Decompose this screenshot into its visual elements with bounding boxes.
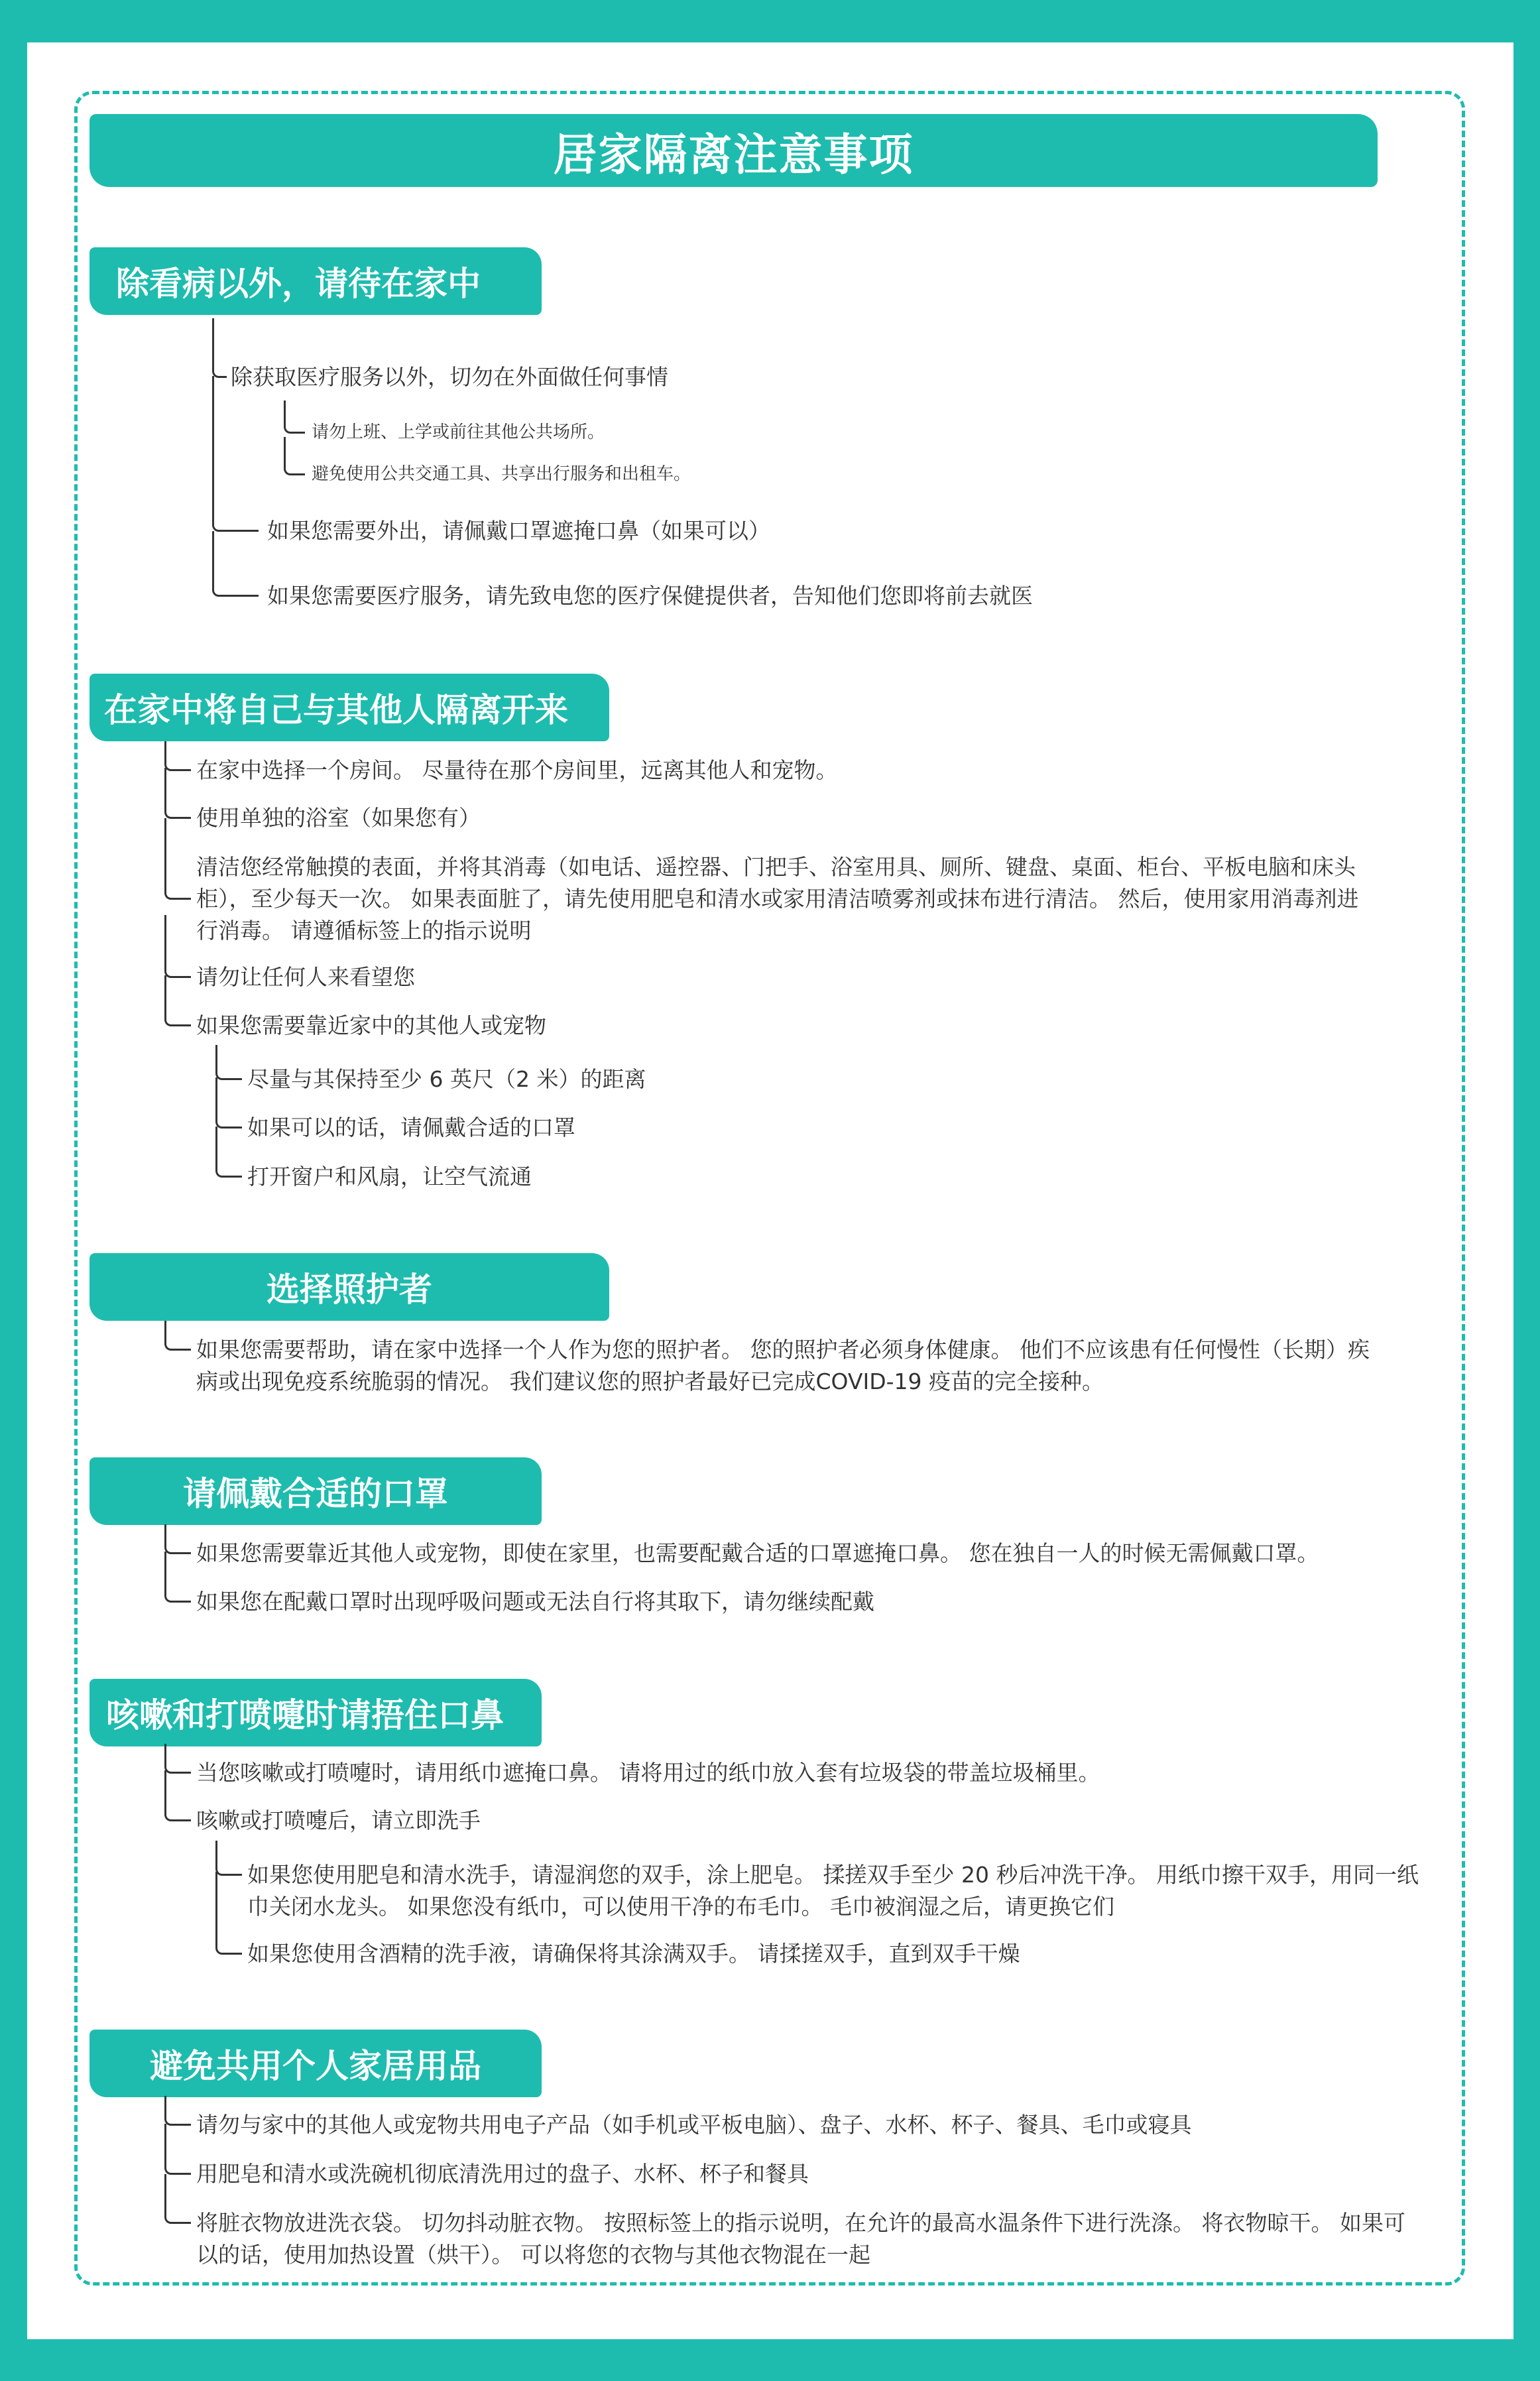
- section-header-isolate: 在家中将自己与其他人隔离开来: [89, 674, 609, 741]
- list-item: 在家中选择一个房间。 尽量待在那个房间里，远离其他人和宠物。: [196, 755, 1390, 786]
- list-item: 如果您需要外出，请佩戴口罩遮掩口鼻（如果可以）: [267, 515, 1063, 547]
- section-header-caregiver: 选择照护者: [89, 1253, 609, 1321]
- list-item: 咳嗽或打喷嚏后，请立即洗手: [196, 1805, 1390, 1837]
- list-item: 如果您需要靠近家中的其他人或宠物: [196, 1010, 1390, 1042]
- sub-list-item: 尽量与其保持至少 6 英尺（2 米）的距离: [247, 1064, 1242, 1095]
- sub-list-item: 避免使用公共交通工具、共享出行服务和出租车。: [312, 461, 908, 487]
- section-header-stay-home: 除看病以外，请待在家中: [89, 247, 542, 315]
- list-item: 如果您需要医疗服务，请先致电您的医疗保健提供者，告知他们您即将前去就医: [267, 580, 1262, 612]
- sub-list-item: 如果可以的话，请佩戴合适的口罩: [247, 1112, 1242, 1144]
- list-item: 如果您需要帮助，请在家中选择一个人作为您的照护者。 您的照护者必须身体健康。 他们不应该患有任何慢性（长期）疾 病或出现免疫系统脆弱的情况。 我们建议您的照护者最好已完成COVID-19 疫苗的完全接种。: [196, 1334, 1429, 1398]
- list-item: 请勿让任何人来看望您: [196, 961, 1390, 993]
- list-item: 用肥皂和清水或洗碗机彻底清洗用过的盘子、水杯、杯子和餐具: [196, 2158, 1390, 2190]
- list-item: 如果您在配戴口罩时出现呼吸问题或无法自行将其取下，请勿继续配戴: [196, 1586, 1390, 1618]
- list-item: 当您咳嗽或打喷嚏时，请用纸巾遮掩口鼻。 请将用过的纸巾放入套有垃圾袋的带盖垃圾桶里。: [196, 1757, 1429, 1789]
- page-title: 居家隔离注意事项: [89, 114, 1378, 187]
- list-item: 请勿与家中的其他人或宠物共用电子产品（如手机或平板电脑）、盘子、水杯、杯子、餐具、毛巾或寝具: [196, 2109, 1429, 2141]
- section-header-mask: 请佩戴合适的口罩: [89, 1457, 542, 1525]
- list-item: 将脏衣物放进洗衣袋。 切勿抖动脏衣物。 按照标签上的指示说明，在允许的最高水温条件下进行洗涤。 将衣物晾干。 如果可 以的话，使用加热设置（烘干）。 可以将您的衣物与其他衣物混在一起: [196, 2207, 1429, 2271]
- section-header-cough: 咳嗽和打喷嚏时请捂住口鼻: [89, 1679, 542, 1746]
- list-item: 如果您需要靠近其他人或宠物，即使在家里，也需要配戴合适的口罩遮掩口鼻。 您在独自一人的时候无需佩戴口罩。: [196, 1538, 1429, 1569]
- sub-list-item: 打开窗户和风扇，让空气流通: [247, 1161, 1242, 1193]
- list-item: 使用单独的浴室（如果您有）: [196, 802, 1390, 834]
- sub-list-item: 如果您使用肥皂和清水洗手，请湿润您的双手，涂上肥皂。 揉搓双手至少 20 秒后冲洗干净。 用纸巾擦干双手，用同一纸 巾关闭水龙头。 如果您没有纸巾，可以使用干净的布毛巾。 毛巾被润湿之后，请更换它们: [247, 1859, 1447, 1923]
- sub-list-item: 请勿上班、上学或前往其他公共场所。: [312, 419, 908, 446]
- section-header-household: 避免共用个人家居用品: [89, 2030, 542, 2097]
- sub-list-item: 如果您使用含酒精的洗手液，请确保将其涂满双手。 请揉搓双手，直到双手干燥: [247, 1938, 1242, 1970]
- list-item: 清洁您经常触摸的表面，并将其消毒（如电话、遥控器、门把手、浴室用具、厕所、键盘、桌面、柜台、平板电脑和床头 柜），至少每天一次。 如果表面脏了，请先使用肥皂和清水或家用清洁喷雾剂或抹布进行清洁。 然后，使用家用消毒剂进 行消毒。 请遵循标签上的指示说明: [196, 851, 1429, 947]
- list-item: 除获取医疗服务以外，切勿在外面做任何事情: [231, 361, 1026, 393]
